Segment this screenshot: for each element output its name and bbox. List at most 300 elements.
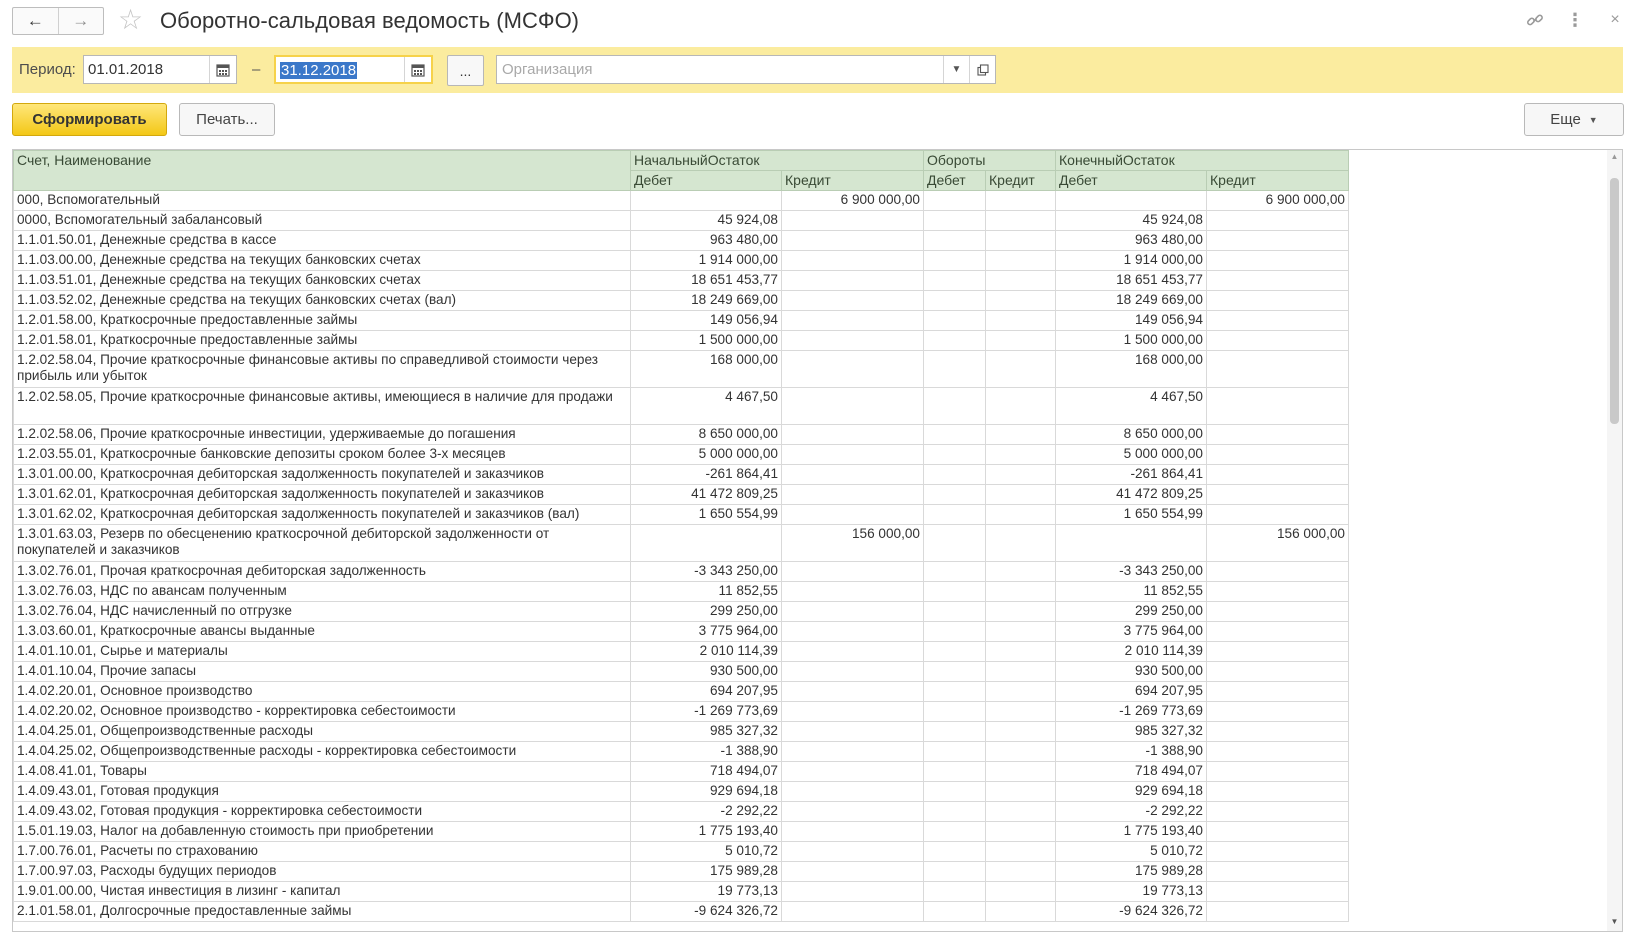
print-button[interactable]: Печать... [179,103,275,136]
account-cell[interactable]: 0000, Вспомогательный забалансовый [14,211,631,231]
turnover-debit-cell[interactable] [924,331,986,351]
opening-debit-cell[interactable]: -261 864,41 [631,465,782,485]
opening-credit-cell[interactable] [782,231,924,251]
opening-debit-cell[interactable]: 3 775 964,00 [631,622,782,642]
opening-credit-cell[interactable] [782,862,924,882]
closing-credit-cell[interactable] [1207,562,1349,582]
scroll-down-icon[interactable]: ▼ [1610,917,1619,926]
table-row[interactable] [14,822,1349,842]
opening-debit-cell[interactable]: 299 250,00 [631,602,782,622]
closing-credit-cell[interactable] [1207,702,1349,722]
opening-debit-cell[interactable]: 5 010,72 [631,842,782,862]
closing-debit-cell[interactable]: -9 624 326,72 [1056,902,1207,922]
table-row[interactable] [14,231,1349,251]
turnover-credit-cell[interactable] [986,862,1056,882]
account-cell[interactable]: 1.1.03.51.01, Денежные средства на текущих банковских счетах [14,271,631,291]
turnover-debit-cell[interactable] [924,622,986,642]
turnover-credit-cell[interactable] [986,211,1056,231]
opening-debit-cell[interactable]: 41 472 809,25 [631,485,782,505]
closing-credit-cell[interactable] [1207,505,1349,525]
opening-credit-cell[interactable] [782,445,924,465]
opening-debit-cell[interactable]: 963 480,00 [631,231,782,251]
turnover-debit-cell[interactable] [924,445,986,465]
opening-credit-cell[interactable] [782,291,924,311]
table-row[interactable] [14,291,1349,311]
table-row[interactable] [14,388,1349,425]
table-row[interactable] [14,682,1349,702]
account-cell[interactable]: 1.1.03.52.02, Денежные средства на текущих банковских счетах (вал) [14,291,631,311]
table-row[interactable] [14,742,1349,762]
closing-credit-cell[interactable] [1207,882,1349,902]
opening-credit-cell[interactable] [782,351,924,388]
closing-credit-cell[interactable] [1207,782,1349,802]
turnover-credit-cell[interactable] [986,271,1056,291]
turnover-credit-cell[interactable] [986,902,1056,922]
turnover-debit-cell[interactable] [924,251,986,271]
opening-credit-cell[interactable] [782,722,924,742]
closing-debit-cell[interactable]: -1 388,90 [1056,742,1207,762]
opening-debit-cell[interactable]: 18 651 453,77 [631,271,782,291]
turnover-debit-cell[interactable] [924,722,986,742]
vertical-scrollbar[interactable] [1607,150,1622,931]
turnover-credit-cell[interactable] [986,642,1056,662]
closing-credit-cell[interactable] [1207,802,1349,822]
opening-credit-cell[interactable] [782,602,924,622]
opening-debit-cell[interactable] [631,191,782,211]
closing-credit-cell[interactable] [1207,742,1349,762]
turnover-debit-cell[interactable] [924,465,986,485]
opening-credit-cell[interactable] [782,562,924,582]
table-row[interactable] [14,211,1349,231]
closing-credit-cell[interactable]: 6 900 000,00 [1207,191,1349,211]
turnover-credit-cell[interactable] [986,445,1056,465]
turnover-credit-cell[interactable] [986,425,1056,445]
account-cell[interactable]: 1.2.01.58.00, Краткосрочные предоставленные займы [14,311,631,331]
opening-credit-cell[interactable] [782,882,924,902]
account-cell[interactable]: 1.2.03.55.01, Краткосрочные банковские депозиты сроком более 3-х месяцев [14,445,631,465]
closing-debit-cell[interactable]: 18 249 669,00 [1056,291,1207,311]
account-cell[interactable]: 1.4.04.25.01, Общепроизводственные расходы [14,722,631,742]
opening-credit-cell[interactable] [782,902,924,922]
turnover-credit-cell[interactable] [986,762,1056,782]
account-cell[interactable]: 1.7.00.97.03, Расходы будущих периодов [14,862,631,882]
closing-debit-cell[interactable]: 5 000 000,00 [1056,445,1207,465]
opening-credit-cell[interactable] [782,251,924,271]
turnover-debit-cell[interactable] [924,425,986,445]
opening-debit-cell[interactable]: 5 000 000,00 [631,445,782,465]
organization-field[interactable] [496,55,996,84]
account-cell[interactable]: 1.7.00.76.01, Расчеты по страхованию [14,842,631,862]
closing-credit-cell[interactable] [1207,271,1349,291]
account-cell[interactable]: 1.5.01.19.03, Налог на добавленную стоимость при приобретении [14,822,631,842]
organization-input[interactable] [497,56,943,83]
table-row[interactable] [14,251,1349,271]
turnover-debit-cell[interactable] [924,388,986,425]
turnover-debit-cell[interactable] [924,485,986,505]
closing-debit-cell[interactable]: 694 207,95 [1056,682,1207,702]
turnover-credit-cell[interactable] [986,702,1056,722]
turnover-debit-cell[interactable] [924,902,986,922]
account-cell[interactable]: 1.2.02.58.06, Прочие краткосрочные инвестиции, удерживаемые до погашения [14,425,631,445]
opening-credit-cell[interactable] [782,582,924,602]
closing-credit-cell[interactable] [1207,231,1349,251]
turnover-credit-cell[interactable] [986,662,1056,682]
turnover-credit-cell[interactable] [986,331,1056,351]
opening-debit-cell[interactable]: 694 207,95 [631,682,782,702]
opening-debit-cell[interactable]: 929 694,18 [631,782,782,802]
closing-credit-cell[interactable] [1207,485,1349,505]
turnover-debit-cell[interactable] [924,291,986,311]
closing-debit-cell[interactable]: -3 343 250,00 [1056,562,1207,582]
close-icon[interactable]: × [1610,11,1620,28]
turnover-credit-cell[interactable] [986,882,1056,902]
turnover-credit-cell[interactable] [986,682,1056,702]
generate-report-button[interactable]: Сформировать [12,103,167,136]
link-icon[interactable] [1523,8,1547,32]
closing-debit-cell[interactable]: 299 250,00 [1056,602,1207,622]
back-button[interactable] [13,8,59,34]
header-turnover-credit: Кредит [986,171,1056,191]
closing-debit-cell[interactable]: -261 864,41 [1056,465,1207,485]
table-row[interactable] [14,311,1349,331]
table-row[interactable] [14,525,1349,562]
account-cell[interactable]: 1.1.03.00.00, Денежные средства на текущих банковских счетах [14,251,631,271]
table-row[interactable] [14,862,1349,882]
turnover-debit-cell[interactable] [924,562,986,582]
turnover-credit-cell[interactable] [986,251,1056,271]
closing-debit-cell[interactable]: 8 650 000,00 [1056,425,1207,445]
opening-debit-cell[interactable]: 11 852,55 [631,582,782,602]
account-cell[interactable]: 1.2.02.58.04, Прочие краткосрочные финансовые активы по справедливой стоимости через прибыль или убыток [14,351,631,388]
closing-credit-cell[interactable] [1207,211,1349,231]
opening-debit-cell[interactable]: 1 500 000,00 [631,331,782,351]
opening-debit-cell[interactable]: -1 388,90 [631,742,782,762]
more-vertical-icon[interactable]: ⋮ [1566,9,1584,30]
turnover-debit-cell[interactable] [924,782,986,802]
closing-debit-cell[interactable]: 2 010 114,39 [1056,642,1207,662]
closing-credit-cell[interactable] [1207,291,1349,311]
opening-debit-cell[interactable]: 175 989,28 [631,862,782,882]
closing-debit-cell[interactable]: 18 651 453,77 [1056,271,1207,291]
closing-credit-cell[interactable] [1207,682,1349,702]
turnover-credit-cell[interactable] [986,291,1056,311]
opening-debit-cell[interactable]: 1 650 554,99 [631,505,782,525]
closing-credit-cell[interactable] [1207,902,1349,922]
table-row[interactable] [14,351,1349,388]
table-row[interactable] [14,485,1349,505]
opening-debit-cell[interactable]: -9 624 326,72 [631,902,782,922]
table-row[interactable] [14,271,1349,291]
opening-debit-cell[interactable]: 1 914 000,00 [631,251,782,271]
opening-credit-cell[interactable] [782,622,924,642]
account-cell[interactable]: 1.4.09.43.01, Готовая продукция [14,782,631,802]
account-cell[interactable]: 1.2.01.58.01, Краткосрочные предоставленные займы [14,331,631,351]
table-row[interactable] [14,602,1349,622]
date-from-value[interactable]: 01.01.2018 [88,61,164,78]
closing-credit-cell[interactable] [1207,582,1349,602]
turnover-credit-cell[interactable] [986,722,1056,742]
opening-debit-cell[interactable]: 2 010 114,39 [631,642,782,662]
table-row[interactable] [14,445,1349,465]
turnover-debit-cell[interactable] [924,842,986,862]
turnover-debit-cell[interactable] [924,802,986,822]
report-area[interactable] [12,149,1623,932]
table-row[interactable] [14,722,1349,742]
closing-credit-cell[interactable] [1207,822,1349,842]
closing-debit-cell[interactable]: 149 056,94 [1056,311,1207,331]
table-row[interactable] [14,902,1349,922]
opening-debit-cell[interactable] [631,525,782,562]
table-row[interactable] [14,505,1349,525]
date-from-field[interactable] [83,55,237,84]
turnover-credit-cell[interactable] [986,351,1056,388]
opening-credit-cell[interactable] [782,662,924,682]
closing-debit-cell[interactable]: 929 694,18 [1056,782,1207,802]
account-cell[interactable]: 1.4.04.25.02, Общепроизводственные расходы - корректировка себестоимости [14,742,631,762]
turnover-debit-cell[interactable] [924,662,986,682]
opening-credit-cell[interactable] [782,842,924,862]
closing-credit-cell[interactable] [1207,445,1349,465]
closing-debit-cell[interactable]: 1 914 000,00 [1056,251,1207,271]
turnover-credit-cell[interactable] [986,231,1056,251]
turnover-debit-cell[interactable] [924,311,986,331]
turnover-credit-cell[interactable] [986,505,1056,525]
favorite-star-icon[interactable]: ☆ [118,4,144,35]
turnover-credit-cell[interactable] [986,485,1056,505]
open-icon[interactable] [969,56,995,83]
closing-credit-cell[interactable] [1207,762,1349,782]
turnover-credit-cell[interactable] [986,311,1056,331]
closing-debit-cell[interactable]: 718 494,07 [1056,762,1207,782]
closing-debit-cell[interactable]: 168 000,00 [1056,351,1207,388]
closing-debit-cell[interactable]: 985 327,32 [1056,722,1207,742]
scroll-up-icon[interactable]: ▲ [1610,152,1619,161]
opening-credit-cell[interactable] [782,742,924,762]
table-row[interactable] [14,425,1349,445]
account-cell[interactable]: 2.1.01.58.01, Долгосрочные предоставленные займы [14,902,631,922]
table-row[interactable] [14,331,1349,351]
turnover-debit-cell[interactable] [924,211,986,231]
turnover-debit-cell[interactable] [924,602,986,622]
table-row[interactable] [14,465,1349,485]
opening-credit-cell[interactable]: 156 000,00 [782,525,924,562]
opening-debit-cell[interactable]: 149 056,94 [631,311,782,331]
account-cell[interactable]: 1.4.09.43.02, Готовая продукция - корректировка себестоимости [14,802,631,822]
opening-debit-cell[interactable]: -2 292,22 [631,802,782,822]
account-cell[interactable]: 1.3.02.76.01, Прочая краткосрочная дебиторская задолженность [14,562,631,582]
closing-credit-cell[interactable] [1207,722,1349,742]
turnover-credit-cell[interactable] [986,191,1056,211]
account-cell[interactable]: 1.4.01.10.04, Прочие запасы [14,662,631,682]
turnover-credit-cell[interactable] [986,822,1056,842]
closing-debit-cell[interactable]: 1 775 193,40 [1056,822,1207,842]
closing-credit-cell[interactable] [1207,465,1349,485]
turnover-debit-cell[interactable] [924,742,986,762]
turnover-debit-cell[interactable] [924,642,986,662]
closing-debit-cell[interactable]: 5 010,72 [1056,842,1207,862]
opening-credit-cell[interactable] [782,822,924,842]
calendar-icon[interactable] [209,56,236,83]
closing-credit-cell[interactable] [1207,842,1349,862]
table-row[interactable] [14,882,1349,902]
closing-debit-cell[interactable] [1056,525,1207,562]
opening-debit-cell[interactable]: 985 327,32 [631,722,782,742]
closing-credit-cell[interactable] [1207,642,1349,662]
date-to-value[interactable]: 31.12.2018 [281,62,357,79]
closing-debit-cell[interactable]: 45 924,08 [1056,211,1207,231]
turnover-debit-cell[interactable] [924,582,986,602]
turnover-credit-cell[interactable] [986,388,1056,425]
turnover-debit-cell[interactable] [924,271,986,291]
account-cell[interactable]: 1.9.01.00.00, Чистая инвестиция в лизинг - капитал [14,882,631,902]
opening-credit-cell[interactable] [782,271,924,291]
opening-credit-cell[interactable] [782,425,924,445]
turnover-debit-cell[interactable] [924,231,986,251]
turnover-credit-cell[interactable] [986,602,1056,622]
table-row[interactable] [14,582,1349,602]
calendar-icon[interactable] [404,57,431,82]
table-row[interactable] [14,702,1349,722]
account-cell[interactable]: 1.2.02.58.05, Прочие краткосрочные финансовые активы, имеющиеся в наличие для продажи [14,388,631,425]
dropdown-arrow-icon[interactable]: ▼ [943,56,969,83]
closing-debit-cell[interactable]: 930 500,00 [1056,662,1207,682]
turnover-debit-cell[interactable] [924,702,986,722]
turnover-debit-cell[interactable] [924,762,986,782]
opening-credit-cell[interactable] [782,311,924,331]
opening-debit-cell[interactable]: 45 924,08 [631,211,782,231]
table-row[interactable] [14,662,1349,682]
opening-debit-cell[interactable]: 718 494,07 [631,762,782,782]
account-cell[interactable]: 1.3.03.60.01, Краткосрочные авансы выданные [14,622,631,642]
account-cell[interactable]: 1.1.01.50.01, Денежные средства в кассе [14,231,631,251]
turnover-debit-cell[interactable] [924,505,986,525]
account-cell[interactable]: 1.3.01.00.00, Краткосрочная дебиторская задолженность покупателей и заказчиков [14,465,631,485]
forward-button[interactable] [59,8,104,34]
closing-credit-cell[interactable] [1207,425,1349,445]
turnover-debit-cell[interactable] [924,682,986,702]
turnover-credit-cell[interactable] [986,802,1056,822]
scrollbar-thumb[interactable] [1610,178,1619,424]
choose-period-button[interactable]: ... [447,55,484,86]
account-cell[interactable]: 1.4.02.20.02, Основное производство - корректировка себестоимости [14,702,631,722]
closing-debit-cell[interactable]: 1 650 554,99 [1056,505,1207,525]
closing-credit-cell[interactable] [1207,862,1349,882]
closing-debit-cell[interactable]: 175 989,28 [1056,862,1207,882]
turnover-credit-cell[interactable] [986,622,1056,642]
closing-debit-cell[interactable]: 11 852,55 [1056,582,1207,602]
opening-credit-cell[interactable] [782,505,924,525]
opening-credit-cell[interactable] [782,762,924,782]
turnover-credit-cell[interactable] [986,562,1056,582]
closing-debit-cell[interactable]: 1 500 000,00 [1056,331,1207,351]
closing-credit-cell[interactable] [1207,602,1349,622]
turnover-debit-cell[interactable] [924,822,986,842]
closing-credit-cell[interactable] [1207,351,1349,388]
turnover-credit-cell[interactable] [986,465,1056,485]
closing-credit-cell[interactable]: 156 000,00 [1207,525,1349,562]
closing-debit-cell[interactable]: 3 775 964,00 [1056,622,1207,642]
closing-credit-cell[interactable] [1207,251,1349,271]
opening-debit-cell[interactable]: 8 650 000,00 [631,425,782,445]
opening-debit-cell[interactable]: 168 000,00 [631,351,782,388]
account-cell[interactable]: 1.3.02.76.04, НДС начисленный по отгрузке [14,602,631,622]
closing-credit-cell[interactable] [1207,622,1349,642]
closing-debit-cell[interactable] [1056,191,1207,211]
closing-credit-cell[interactable] [1207,311,1349,331]
closing-credit-cell[interactable] [1207,388,1349,425]
closing-debit-cell[interactable]: -1 269 773,69 [1056,702,1207,722]
opening-debit-cell[interactable]: 19 773,13 [631,882,782,902]
opening-credit-cell[interactable] [782,211,924,231]
turnover-debit-cell[interactable] [924,351,986,388]
closing-credit-cell[interactable] [1207,331,1349,351]
opening-debit-cell[interactable]: 930 500,00 [631,662,782,682]
turnover-credit-cell[interactable] [986,782,1056,802]
closing-debit-cell[interactable]: 19 773,13 [1056,882,1207,902]
account-cell[interactable]: 1.3.01.62.01, Краткосрочная дебиторская задолженность покупателей и заказчиков [14,485,631,505]
opening-credit-cell[interactable]: 6 900 000,00 [782,191,924,211]
table-row[interactable] [14,562,1349,582]
opening-credit-cell[interactable] [782,802,924,822]
opening-debit-cell[interactable]: -3 343 250,00 [631,562,782,582]
opening-debit-cell[interactable]: 18 249 669,00 [631,291,782,311]
turnover-credit-cell[interactable] [986,525,1056,562]
closing-credit-cell[interactable] [1207,662,1349,682]
opening-credit-cell[interactable] [782,388,924,425]
forward-arrow-icon: → [72,11,90,30]
account-cell[interactable]: 1.3.02.76.03, НДС по авансам полученным [14,582,631,602]
turnover-credit-cell[interactable] [986,582,1056,602]
opening-credit-cell[interactable] [782,485,924,505]
opening-credit-cell[interactable] [782,331,924,351]
turnover-credit-cell[interactable] [986,842,1056,862]
account-cell[interactable]: 1.3.01.62.02, Краткосрочная дебиторская задолженность покупателей и заказчиков (вал) [14,505,631,525]
turnover-debit-cell[interactable] [924,862,986,882]
opening-debit-cell[interactable]: 4 467,50 [631,388,782,425]
date-to-field[interactable] [274,55,433,84]
opening-debit-cell[interactable]: 1 775 193,40 [631,822,782,842]
table-row[interactable] [14,842,1349,862]
turnover-credit-cell[interactable] [986,742,1056,762]
turnover-debit-cell[interactable] [924,191,986,211]
turnover-debit-cell[interactable] [924,882,986,902]
closing-debit-cell[interactable]: 41 472 809,25 [1056,485,1207,505]
table-row[interactable] [14,802,1349,822]
opening-credit-cell[interactable] [782,682,924,702]
opening-credit-cell[interactable] [782,782,924,802]
table-row[interactable] [14,642,1349,662]
opening-credit-cell[interactable] [782,465,924,485]
more-actions-button[interactable] [1524,103,1624,136]
opening-debit-cell[interactable]: -1 269 773,69 [631,702,782,722]
date-to-value-wrapper[interactable] [276,57,404,82]
table-row[interactable] [14,622,1349,642]
turnover-debit-cell[interactable] [924,525,986,562]
table-row[interactable] [14,191,1349,211]
table-row[interactable] [14,762,1349,782]
closing-debit-cell[interactable]: 963 480,00 [1056,231,1207,251]
table-row[interactable] [14,782,1349,802]
account-cell[interactable]: 000, Вспомогательный [14,191,631,211]
closing-debit-cell[interactable]: -2 292,22 [1056,802,1207,822]
account-cell[interactable]: 1.4.02.20.01, Основное производство [14,682,631,702]
account-cell[interactable]: 1.4.08.41.01, Товары [14,762,631,782]
opening-credit-cell[interactable] [782,702,924,722]
opening-credit-cell[interactable] [782,642,924,662]
account-cell[interactable]: 1.3.01.63.03, Резерв по обесценению краткосрочной дебиторской задолженности от покупателей и заказчиков [14,525,631,562]
account-cell[interactable]: 1.4.01.10.01, Сырье и материалы [14,642,631,662]
closing-debit-cell[interactable]: 4 467,50 [1056,388,1207,425]
